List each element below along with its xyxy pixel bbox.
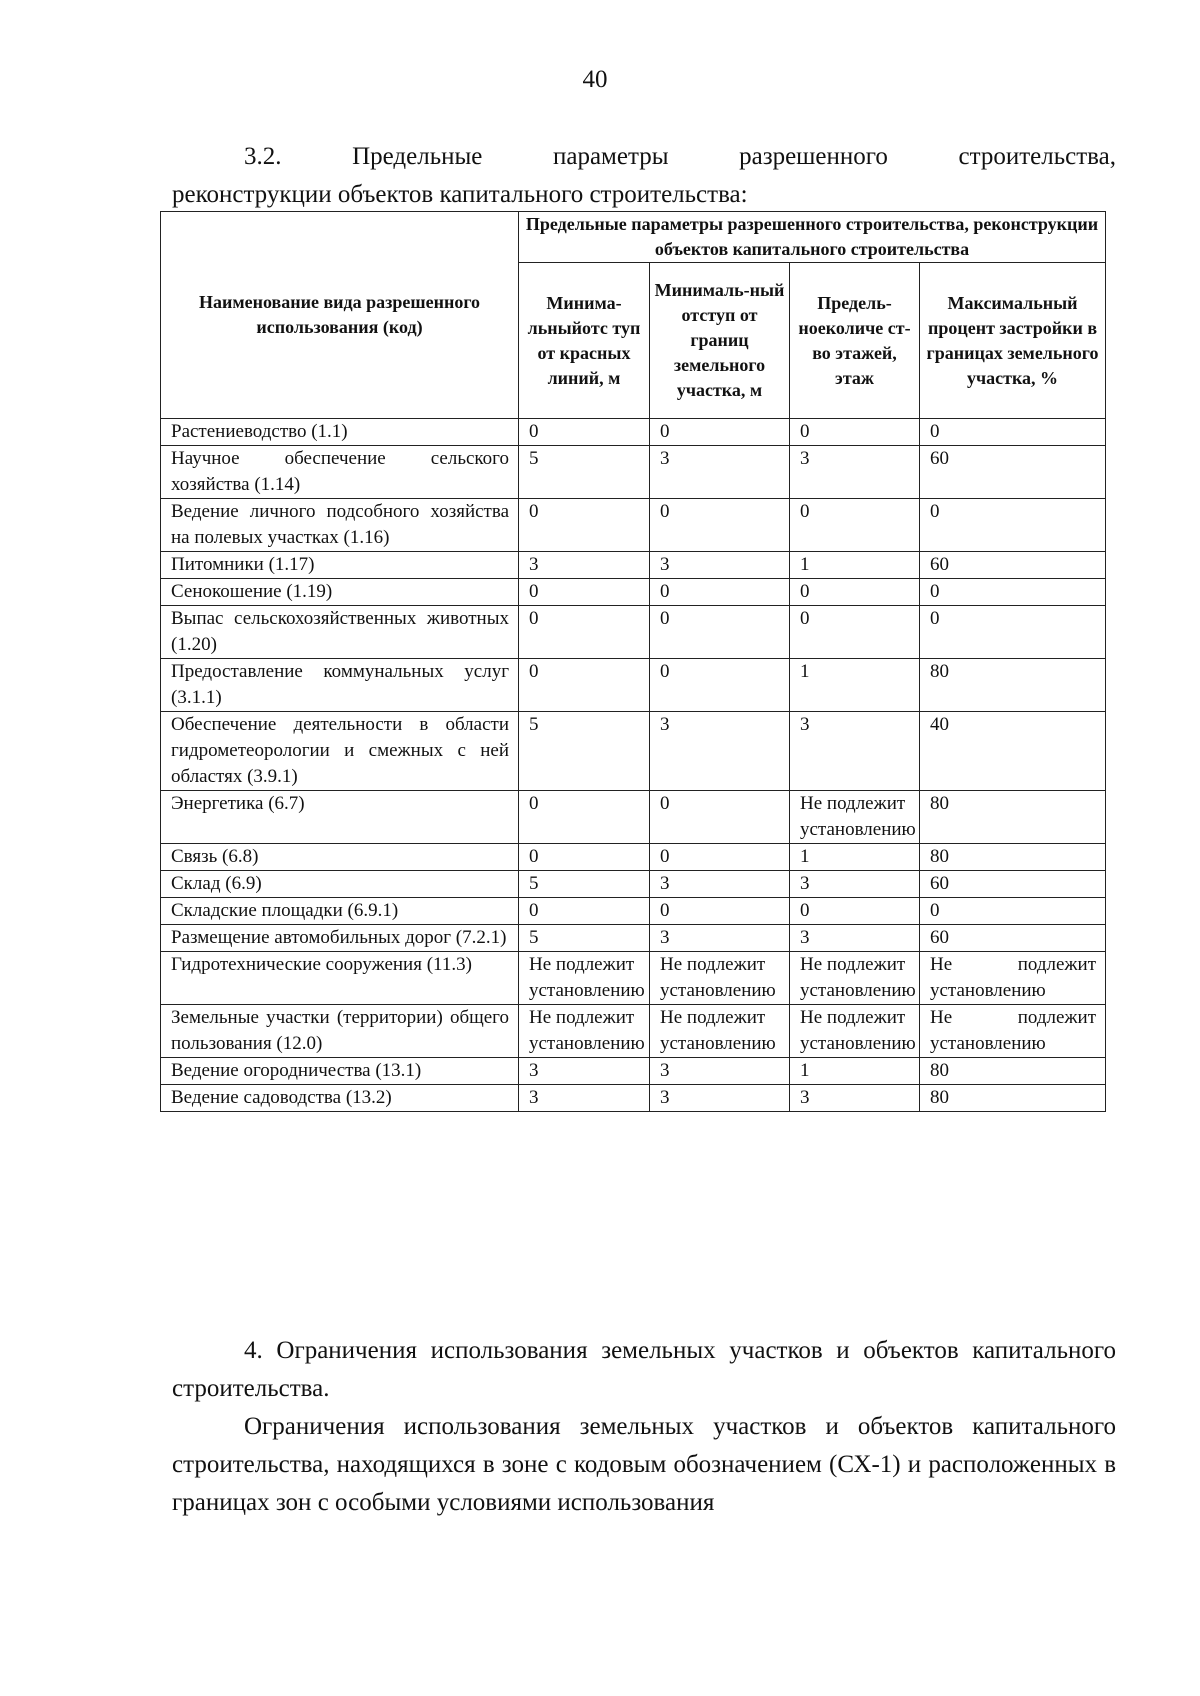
cell-max-floors: 3 [790, 446, 920, 499]
table-row [161, 844, 1106, 871]
intro-word: строительства, [958, 143, 1116, 170]
table-row [161, 925, 1106, 952]
cell-min-red-line-setback: 5 [519, 925, 650, 952]
intro-word: 3.2. [244, 143, 282, 170]
cell-use-name: Научное обеспечение сельского хозяйства (1.14) [161, 446, 519, 499]
cell-max-floors: 1 [790, 659, 920, 712]
cell-max-floors: Не подлежит установлению [790, 952, 920, 1005]
cell-max-floors: 3 [790, 925, 920, 952]
cell-min-border-setback: 3 [650, 871, 790, 898]
cell-use-name: Обеспечение деятельности в области гидрометеорологии и смежных с ней областях (3.9.1) [161, 712, 519, 791]
cell-use-name: Складские площадки (6.9.1) [161, 898, 519, 925]
cell-max-floors: 0 [790, 499, 920, 552]
cell-use-name: Ведение садоводства (13.2) [161, 1085, 519, 1112]
table-row [161, 579, 1106, 606]
cell-use-name: Размещение автомобильных дорог (7.2.1) [161, 925, 519, 952]
cell-max-coverage: 0 [920, 499, 1106, 552]
section-intro [172, 138, 1116, 214]
cell-max-coverage: 60 [920, 871, 1106, 898]
cell-min-red-line-setback: 0 [519, 606, 650, 659]
table-row [161, 419, 1106, 446]
cell-min-border-setback: 0 [650, 419, 790, 446]
intro-word: Предельные [352, 143, 483, 170]
header-use-name: Наименование вида разрешенного использования (код) [161, 212, 519, 419]
cell-use-name: Растениеводство (1.1) [161, 419, 519, 446]
table-row [161, 606, 1106, 659]
cell-min-red-line-setback: 0 [519, 419, 650, 446]
cell-max-floors: 0 [790, 606, 920, 659]
cell-min-red-line-setback: Не подлежит установлению [519, 952, 650, 1005]
header-max-coverage: Максимальный процент застройки в границах земельного участка, % [920, 263, 1106, 419]
cell-min-border-setback: 0 [650, 791, 790, 844]
cell-max-floors: 1 [790, 1058, 920, 1085]
cell-max-coverage: 0 [920, 579, 1106, 606]
cell-min-border-setback: 3 [650, 925, 790, 952]
cell-max-floors: Не подлежит установлению [790, 1005, 920, 1058]
page-number: 40 [582, 66, 608, 93]
cell-min-red-line-setback: 0 [519, 499, 650, 552]
cell-max-coverage: 60 [920, 925, 1106, 952]
section-4-paragraph: Ограничения использования земельных участков и объектов капитального строительства, находящихся в зоне с кодовым обозначением (СХ-1) и расположенных в границах зон с особыми условиями использования [172, 1413, 1116, 1516]
cell-min-border-setback: 0 [650, 844, 790, 871]
table-row [161, 871, 1106, 898]
cell-max-floors: 1 [790, 844, 920, 871]
cell-min-red-line-setback: 5 [519, 446, 650, 499]
table-row [161, 552, 1106, 579]
cell-min-border-setback: 0 [650, 659, 790, 712]
cell-min-border-setback: 0 [650, 499, 790, 552]
intro-word: параметры [552, 143, 669, 170]
cell-min-border-setback: 0 [650, 606, 790, 659]
cell-min-red-line-setback: 0 [519, 659, 650, 712]
cell-max-floors: 3 [790, 712, 920, 791]
parameters-table [160, 211, 1106, 1112]
table-row [161, 499, 1106, 552]
cell-max-coverage: Не подлежит установлению [920, 952, 1106, 1005]
cell-max-coverage: 60 [920, 552, 1106, 579]
cell-min-border-setback: 0 [650, 579, 790, 606]
cell-min-red-line-setback: 5 [519, 712, 650, 791]
cell-max-floors: 3 [790, 1085, 920, 1112]
header-min-red-line-setback: Минима-льныйотс туп от красных линий, м [519, 263, 650, 419]
header-min-border-setback: Минималь-ный отступ от границ земельного участка, м [650, 263, 790, 419]
cell-max-floors: Не подлежит установлению [790, 791, 920, 844]
cell-min-border-setback: 3 [650, 446, 790, 499]
cell-max-coverage: Не подлежит установлению [920, 1005, 1106, 1058]
cell-max-floors: 3 [790, 871, 920, 898]
cell-min-red-line-setback: 0 [519, 579, 650, 606]
cell-use-name: Предоставление коммунальных услуг (3.1.1) [161, 659, 519, 712]
table-body [161, 419, 1106, 1112]
cell-min-red-line-setback: 3 [519, 1085, 650, 1112]
cell-max-coverage: 0 [920, 419, 1106, 446]
cell-use-name: Склад (6.9) [161, 871, 519, 898]
table-row [161, 1058, 1106, 1085]
table-row [161, 446, 1106, 499]
cell-use-name: Гидротехнические сооружения (11.3) [161, 952, 519, 1005]
cell-max-coverage: 80 [920, 1058, 1106, 1085]
cell-use-name: Питомники (1.17) [161, 552, 519, 579]
cell-min-red-line-setback: 0 [519, 844, 650, 871]
cell-min-red-line-setback: 5 [519, 871, 650, 898]
cell-min-border-setback: 3 [650, 1058, 790, 1085]
section-4 [172, 1332, 1116, 1522]
cell-max-coverage: 80 [920, 791, 1106, 844]
cell-min-border-setback: 3 [650, 712, 790, 791]
table-row [161, 952, 1106, 1005]
table-row [161, 898, 1106, 925]
intro-word: разрешенного [739, 143, 888, 170]
table-row [161, 1085, 1106, 1112]
cell-min-red-line-setback: Не подлежит установлению [519, 1005, 650, 1058]
section-4-heading: 4. Ограничения использования земельных участков и объектов капитального строительства. [172, 1337, 1116, 1402]
cell-min-border-setback: 3 [650, 1085, 790, 1112]
cell-max-coverage: 0 [920, 606, 1106, 659]
cell-max-floors: 0 [790, 898, 920, 925]
cell-max-coverage: 80 [920, 659, 1106, 712]
cell-use-name: Ведение огородничества (13.1) [161, 1058, 519, 1085]
header-parameters-group: Предельные параметры разрешенного строительства, реконструкции объектов капитального строительства [519, 212, 1106, 263]
table-row [161, 1005, 1106, 1058]
cell-use-name: Связь (6.8) [161, 844, 519, 871]
cell-use-name: Выпас сельскохозяйственных животных (1.20) [161, 606, 519, 659]
cell-max-coverage: 60 [920, 446, 1106, 499]
table-row [161, 791, 1106, 844]
cell-min-border-setback: 3 [650, 552, 790, 579]
header-max-floors: Предель-ноеколиче ст-во этажей, этаж [790, 263, 920, 419]
cell-min-border-setback: 0 [650, 898, 790, 925]
cell-min-border-setback: Не подлежит установлению [650, 952, 790, 1005]
cell-use-name: Земельные участки (территории) общего пользования (12.0) [161, 1005, 519, 1058]
cell-min-red-line-setback: 3 [519, 1058, 650, 1085]
cell-max-coverage: 80 [920, 844, 1106, 871]
cell-max-floors: 1 [790, 552, 920, 579]
cell-max-coverage: 0 [920, 898, 1106, 925]
table-row [161, 659, 1106, 712]
cell-min-red-line-setback: 0 [519, 898, 650, 925]
cell-max-floors: 0 [790, 579, 920, 606]
cell-max-floors: 0 [790, 419, 920, 446]
cell-max-coverage: 80 [920, 1085, 1106, 1112]
cell-min-red-line-setback: 0 [519, 791, 650, 844]
table-row [161, 712, 1106, 791]
cell-use-name: Ведение личного подсобного хозяйства на полевых участках (1.16) [161, 499, 519, 552]
cell-use-name: Энергетика (6.7) [161, 791, 519, 844]
cell-use-name: Сенокошение (1.19) [161, 579, 519, 606]
cell-min-border-setback: Не подлежит установлению [650, 1005, 790, 1058]
cell-min-red-line-setback: 3 [519, 552, 650, 579]
intro-line-2: реконструкции объектов капитального строительства: [172, 181, 748, 208]
cell-max-coverage: 40 [920, 712, 1106, 791]
intro-line-1 [172, 138, 1116, 176]
